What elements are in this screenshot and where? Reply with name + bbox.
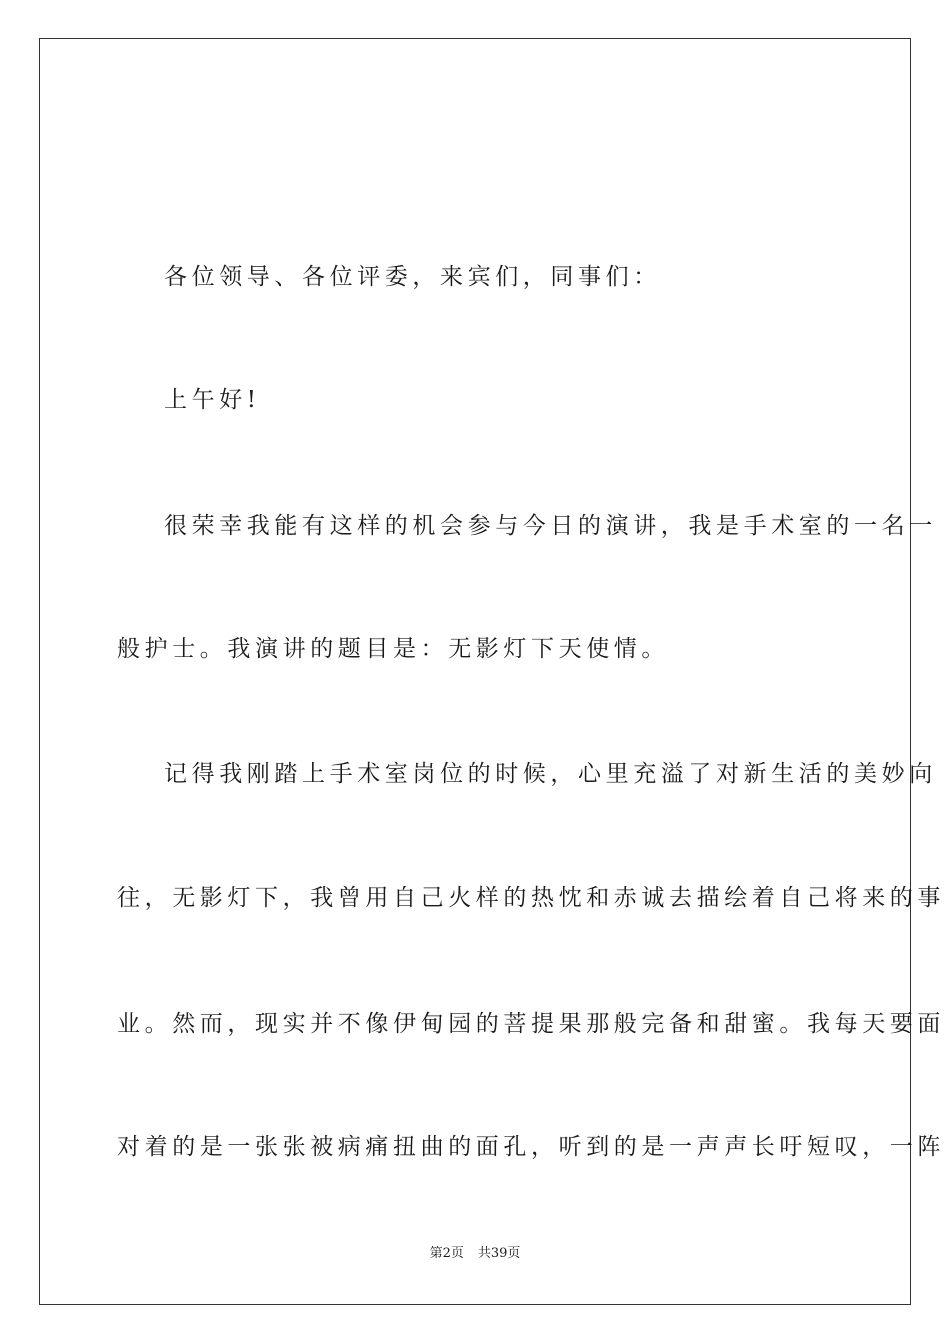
page-footer [0,1245,950,1263]
body-line: 般护士。我演讲的题目是：无影灯下天使情。 [117,636,669,662]
page-number-current: 第2页 [429,1246,464,1261]
body-line: 业。然而，现实并不像伊甸园的菩提果那般完备和甜蜜。我每天要面 [117,1011,945,1037]
body-line: 很荣幸我能有这样的机会参与今日的演讲，我是手术室的一名一 [164,513,937,539]
salutation-line: 上午好! [164,387,261,413]
page-number-total: 共39页 [477,1246,521,1261]
body-line: 对着的是一张张被病痛扭曲的面孔，听到的是一声声长吁短叹，一阵 [117,1134,945,1160]
page-border [39,38,911,1305]
body-line: 记得我刚踏上手术室岗位的时候，心里充溢了对新生活的美妙向 [164,761,937,787]
body-line: 往，无影灯下，我曾用自己火样的热忱和赤诚去描绘着自己将来的事 [117,885,945,911]
greeting-line: 各位领导、各位评委，来宾们，同事们： [164,264,661,290]
